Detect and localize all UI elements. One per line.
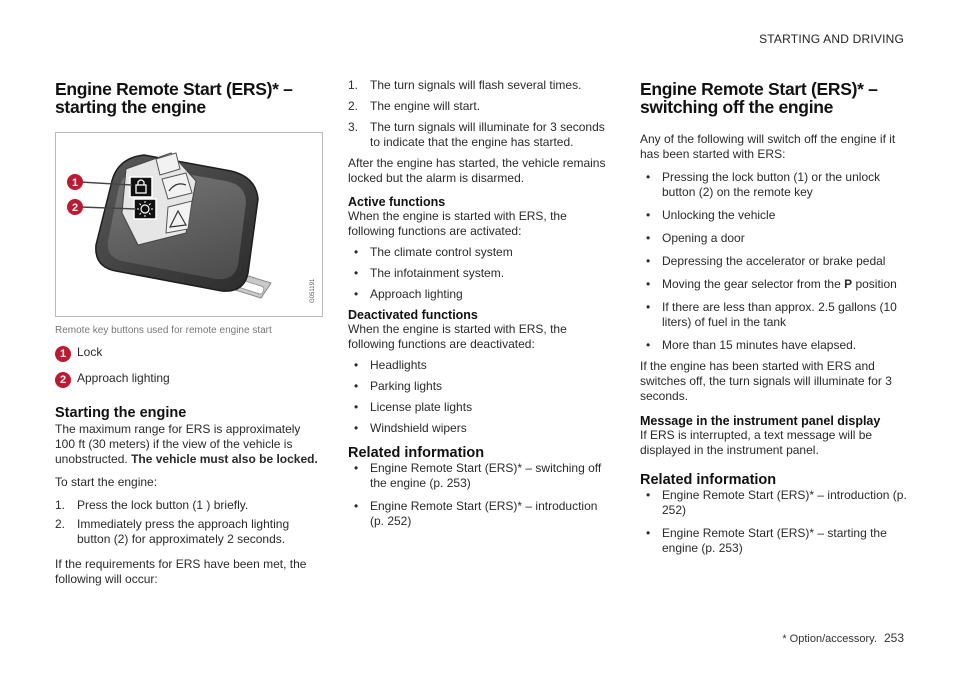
- list-item: • More than 15 minutes have elapsed.: [646, 338, 857, 352]
- callout-item: [55, 345, 323, 362]
- body-paragraph: If ERS is interrupted, a text message will be displayed in the instrument panel.: [640, 428, 873, 457]
- svg-text:1: 1: [71, 177, 79, 189]
- section-title: Engine Remote Start (ERS)* – switching off the engine: [640, 79, 878, 117]
- column-1: [55, 80, 323, 587]
- remote-key-illustration: [56, 133, 322, 316]
- image-code: G051191: [310, 278, 316, 303]
- list-item: • Depressing the accelerator or brake pedal: [646, 254, 886, 268]
- list-item: • If there are less than approx. 2.5 gallons (10 liters) of fuel in the tank: [646, 300, 897, 329]
- related-link[interactable]: • Engine Remote Start (ERS)* – switching off the engine (p. 253): [354, 461, 602, 490]
- list-item: • Opening a door: [646, 231, 745, 245]
- footnote: * Option/accessory.: [782, 633, 877, 645]
- list-item: 2. The engine will start.: [348, 99, 481, 113]
- remote-key-figure: [55, 132, 323, 317]
- list-item: • Approach lighting: [354, 287, 463, 301]
- callout-number: 2: [55, 372, 71, 388]
- body-paragraph: When the engine is started with ERS, the following functions are deactivated:: [348, 322, 567, 351]
- related-link[interactable]: • Engine Remote Start (ERS)* – introduction (p. 252): [646, 488, 907, 517]
- callout-label: Lock: [77, 345, 103, 359]
- body-paragraph: If the engine has been started with ERS and switches off, the turn signals will illuminate for 3 seconds.: [640, 359, 892, 403]
- callout-number: 1: [55, 346, 71, 362]
- column-3: [640, 80, 908, 562]
- related-information-heading: Related information: [348, 445, 485, 461]
- callout-item: [55, 371, 323, 388]
- body-paragraph: Any of the following will switch off the engine if it has been started with ERS:: [640, 132, 896, 161]
- list-item: 2. Immediately press the approach lighting button (2) for approximately 2 seconds.: [55, 517, 290, 546]
- list-item: • The climate control system: [354, 245, 513, 259]
- body-paragraph: If the requirements for ERS have been met, the following will occur:: [55, 557, 307, 586]
- section-heading: Starting the engine: [55, 405, 187, 421]
- list-item: • Headlights: [354, 358, 427, 372]
- page-title: Engine Remote Start (ERS)* – starting the engine: [55, 79, 293, 117]
- active-functions-heading: Active functions: [348, 195, 446, 209]
- body-paragraph: The maximum range for ERS is approximately 100 ft (30 meters) if the view of the vehicle is unobstructed. The vehicle must also be locked.: [55, 422, 318, 466]
- start-results-list: [348, 78, 610, 150]
- list-item: • Moving the gear selector from the P position: [646, 277, 897, 291]
- related-links-list: [640, 488, 908, 556]
- list-item: • Unlocking the vehicle: [646, 208, 776, 222]
- svg-text:2: 2: [71, 202, 79, 214]
- list-item: • Parking lights: [354, 379, 443, 393]
- callout-label: Approach lighting: [77, 371, 170, 385]
- related-information-heading: Related information: [640, 472, 777, 488]
- switch-off-conditions-list: [640, 170, 908, 353]
- list-item: • The infotainment system.: [354, 266, 505, 280]
- column-2: [348, 78, 610, 535]
- body-paragraph: When the engine is started with ERS, the following functions are activated:: [348, 209, 567, 238]
- list-item: 3. The turn signals will illuminate for 3 seconds to indicate that the engine has started.: [348, 120, 605, 149]
- list-item: • License plate lights: [354, 400, 473, 414]
- section-header: STARTING AND DRIVING: [759, 32, 904, 46]
- active-functions-list: [348, 245, 610, 302]
- body-paragraph: After the engine has started, the vehicle remains locked but the alarm is disarmed.: [348, 156, 606, 185]
- list-item: 1. Press the lock button (1 ) briefly.: [55, 498, 249, 512]
- related-link[interactable]: • Engine Remote Start (ERS)* – introduction (p. 252): [354, 499, 598, 528]
- list-item: • Windshield wipers: [354, 421, 467, 435]
- page-footer: [782, 631, 904, 645]
- message-heading: Message in the instrument panel display: [640, 414, 881, 428]
- deactivated-functions-heading: Deactivated functions: [348, 308, 478, 322]
- start-steps-list: [55, 498, 323, 547]
- related-link[interactable]: • Engine Remote Start (ERS)* – starting the engine (p. 253): [646, 526, 887, 555]
- body-paragraph: To start the engine:: [55, 475, 158, 489]
- deactivated-functions-list: [348, 358, 610, 436]
- list-item: • Pressing the lock button (1) or the unlock button (2) on the remote key: [646, 170, 881, 199]
- figure-caption: Remote key buttons used for remote engine start: [55, 325, 272, 336]
- page-number: 253: [883, 631, 904, 645]
- related-links-list: [348, 461, 610, 529]
- list-item: 1. The turn signals will flash several times.: [348, 78, 582, 92]
